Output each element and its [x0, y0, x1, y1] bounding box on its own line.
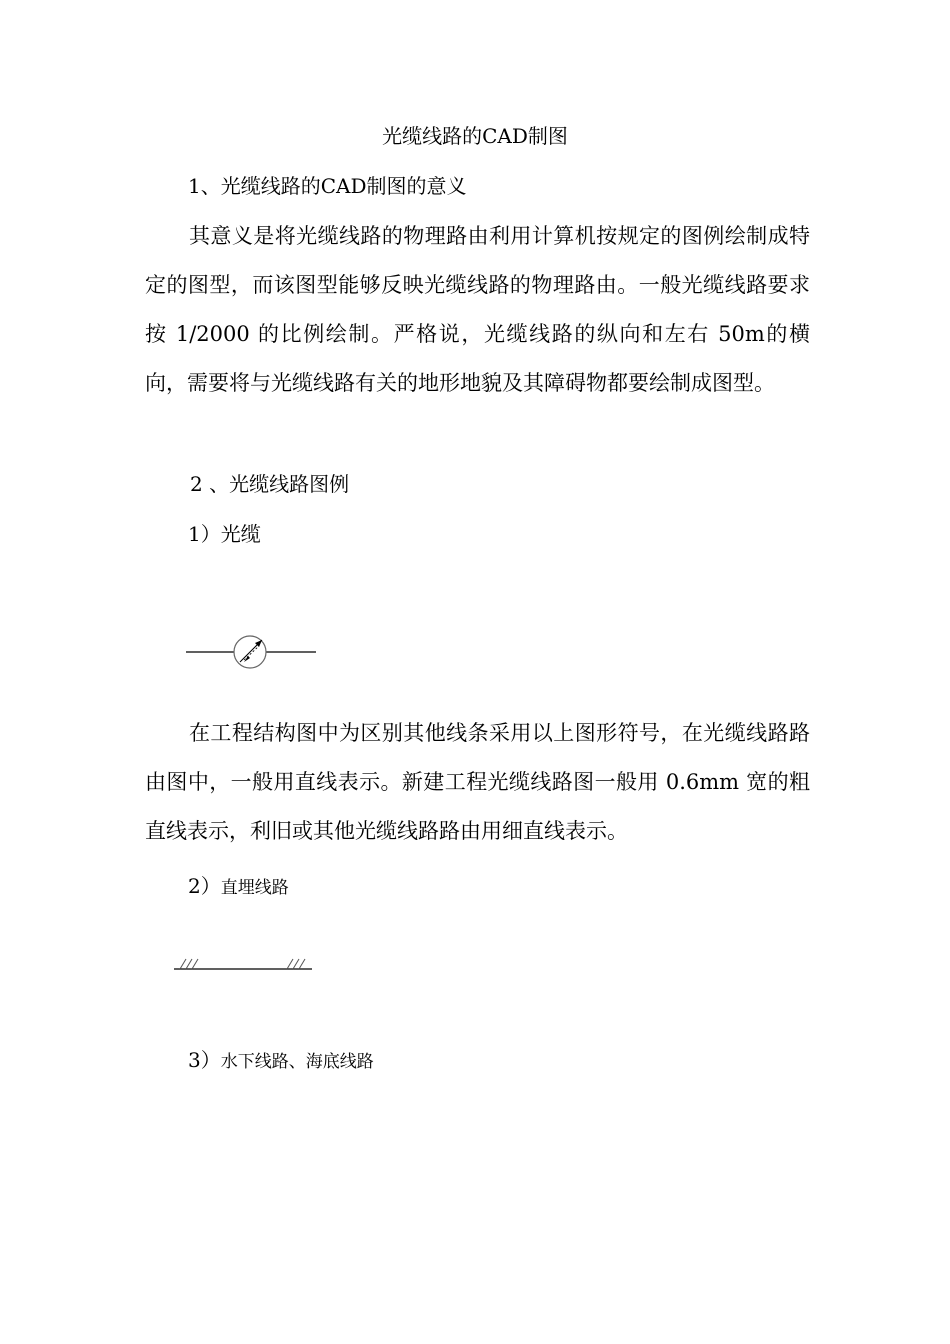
item3-number: 3）: [188, 1048, 221, 1072]
item3-heading: [188, 1046, 374, 1076]
direct-buried-line-symbol-icon: [174, 955, 312, 975]
item2-label: 直埋线路: [220, 878, 289, 898]
item2-heading: [188, 872, 289, 902]
section1-heading: 1、光缆线路的CAD制图的意义: [188, 174, 467, 198]
document-title: 光缆线路的CAD制图: [382, 124, 568, 148]
section2-heading: 2 、光缆线路图例: [190, 472, 350, 496]
item1-number: 1）: [188, 522, 221, 546]
item2-number: 2）: [188, 874, 221, 898]
item3-label: 水下线路、海底线路: [220, 1052, 374, 1072]
item1-heading: [188, 520, 261, 548]
item1-label: 光缆: [220, 522, 261, 546]
optical-cable-symbol-icon: [186, 632, 316, 670]
section1-paragraph: 其意义是将光缆线路的物理路由利用计算机按规定的图例绘制成特定的图型，而该图型能够反映光缆线路的物理路由。一般光缆线路要求按 1/2000 的比例绘制。严格说，光缆线路的纵向和左右 50m的横向，需要将与光缆线路有关的地形地貌及其障碍物都要绘制成图型。: [145, 224, 810, 395]
section2-paragraph: 在工程结构图中为区别其他线条采用以上图形符号，在光缆线路路由图中，一般用直线表示。新建工程光缆线路图一般用 0.6mm 宽的粗直线表示，利旧或其他光缆线路路由用细直线表示。: [145, 721, 810, 843]
